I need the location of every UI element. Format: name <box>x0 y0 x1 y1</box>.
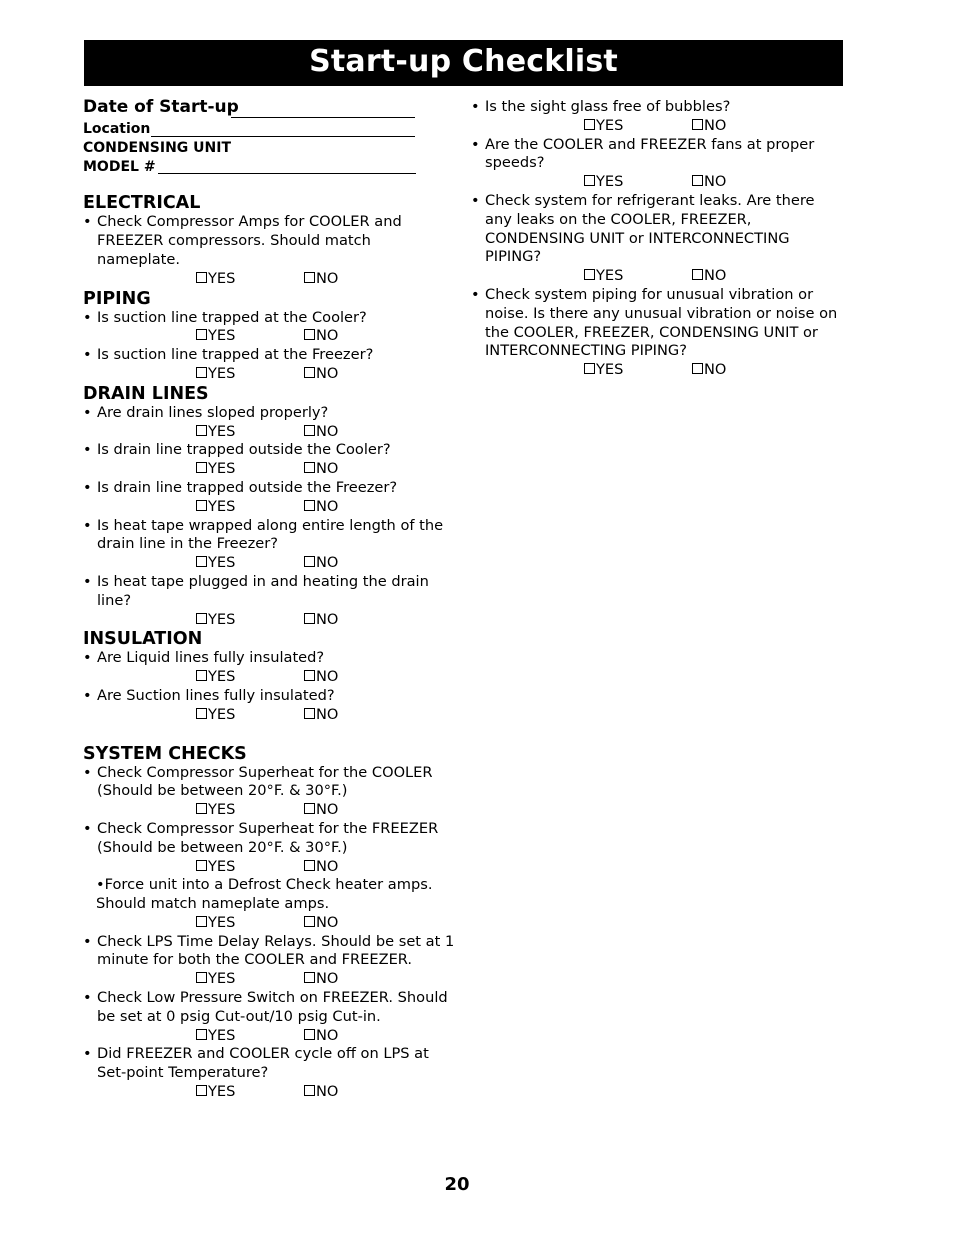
yes-checkbox[interactable]: YES <box>196 327 235 346</box>
right-column <box>471 98 841 380</box>
yes-no-row <box>83 914 455 933</box>
yes-no-row <box>83 858 455 877</box>
checklist-item <box>83 213 455 269</box>
item-text: Is drain line trapped outside the Cooler? <box>97 441 391 459</box>
no-checkbox[interactable]: NO <box>304 914 338 933</box>
yes-checkbox[interactable]: YES <box>196 460 235 479</box>
yes-checkbox[interactable]: YES <box>584 117 623 136</box>
no-checkbox[interactable]: NO <box>304 423 338 442</box>
checklist-item <box>83 441 455 460</box>
bullet: • <box>83 932 92 950</box>
yes-no-row <box>83 554 455 573</box>
yes-checkbox[interactable]: YES <box>196 498 235 517</box>
bullet: • <box>83 213 92 231</box>
yes-no-row <box>83 1027 455 1046</box>
section-heading-piping: PIPING <box>83 288 151 309</box>
no-checkbox[interactable]: NO <box>304 270 338 289</box>
bullet: • <box>83 819 92 837</box>
yes-no-row <box>471 361 841 380</box>
yes-no-row <box>83 970 455 989</box>
checklist-item <box>83 764 455 802</box>
yes-checkbox[interactable]: YES <box>196 970 235 989</box>
yes-no-row <box>83 1083 455 1102</box>
checklist-item <box>83 649 455 668</box>
yes-checkbox[interactable]: YES <box>584 267 623 286</box>
yes-no-row <box>471 117 841 136</box>
no-checkbox[interactable]: NO <box>692 117 726 136</box>
yes-checkbox[interactable]: YES <box>196 270 235 289</box>
no-checkbox[interactable]: NO <box>304 970 338 989</box>
item-text: Check Compressor Superheat for the FREEZER (Should be between 20°F. & 30°F.) <box>97 819 439 856</box>
yes-no-row <box>83 498 455 517</box>
checklist-item <box>83 933 455 971</box>
item-text: Check system piping for unusual vibration or noise. Is there any unusual vibration or noise on the COOLER, FREEZER, CONDENSING UNIT or INTERCONNECTING PIPING? <box>485 285 838 360</box>
bullet: • <box>83 516 92 534</box>
checklist-item <box>83 479 455 498</box>
model-line[interactable] <box>158 173 416 174</box>
bullet: • <box>83 478 92 496</box>
yes-no-row <box>83 668 455 687</box>
item-text: Is suction line trapped at the Cooler? <box>97 308 367 326</box>
bullet: • <box>83 441 92 459</box>
bullet: • <box>83 403 92 421</box>
no-checkbox[interactable]: NO <box>304 706 338 725</box>
location-field[interactable] <box>83 120 455 139</box>
checklist-item <box>471 136 841 174</box>
checklist-item <box>471 286 841 361</box>
checklist-item <box>471 192 841 267</box>
section-heading-drain-lines: DRAIN LINES <box>83 383 209 404</box>
bullet: • <box>83 989 92 1007</box>
section-heading-electrical: ELECTRICAL <box>83 193 201 214</box>
item-text: Check Compressor Amps for COOLER and FREEZER compressors. Should match nameplate. <box>97 213 402 268</box>
yes-no-row <box>471 267 841 286</box>
checklist-item <box>83 346 455 365</box>
bullet: • <box>83 308 92 326</box>
yes-checkbox[interactable]: YES <box>196 611 235 630</box>
yes-no-row <box>83 423 455 442</box>
yes-checkbox[interactable]: YES <box>584 361 623 380</box>
yes-checkbox[interactable]: YES <box>196 668 235 687</box>
model-label: MODEL # <box>83 158 156 175</box>
section-heading-insulation: INSULATION <box>83 629 203 650</box>
yes-checkbox[interactable]: YES <box>196 1083 235 1102</box>
bullet: • <box>471 191 480 209</box>
item-text: Are drain lines sloped properly? <box>97 403 329 421</box>
item-text: Check Compressor Superheat for the COOLER (Should be between 20°F. & 30°F.) <box>97 763 433 800</box>
no-checkbox[interactable]: NO <box>304 801 338 820</box>
yes-checkbox[interactable]: YES <box>196 706 235 725</box>
location-label: Location <box>83 121 151 137</box>
bullet: • <box>83 346 92 364</box>
bullet: • <box>83 763 92 781</box>
item-text: Did FREEZER and COOLER cycle off on LPS at Set-point Temperature? <box>97 1045 429 1082</box>
no-checkbox[interactable]: NO <box>692 267 726 286</box>
yes-checkbox[interactable]: YES <box>196 1027 235 1046</box>
section-heading-system-checks: SYSTEM CHECKS <box>83 743 247 764</box>
no-checkbox[interactable]: NO <box>304 365 338 384</box>
bullet: • <box>471 135 480 153</box>
yes-no-row <box>83 801 455 820</box>
item-text: Is heat tape plugged in and heating the drain line? <box>97 572 429 609</box>
no-checkbox[interactable]: NO <box>304 327 338 346</box>
date-line[interactable] <box>231 117 415 118</box>
yes-no-row <box>83 611 455 630</box>
yes-checkbox[interactable]: YES <box>196 423 235 442</box>
no-checkbox[interactable]: NO <box>304 611 338 630</box>
yes-checkbox[interactable]: YES <box>196 365 235 384</box>
item-text: Is drain line trapped outside the Freezer? <box>97 478 398 496</box>
item-text: Check LPS Time Delay Relays. Should be set at 1 minute for both the COOLER and FREEZER. <box>97 932 455 969</box>
yes-no-row <box>83 365 455 384</box>
item-text: Is heat tape wrapped along entire length of the drain line in the Freezer? <box>97 516 444 553</box>
no-checkbox[interactable]: NO <box>304 858 338 877</box>
item-text: Check system for refrigerant leaks. Are there any leaks on the COOLER, FREEZER, CONDENSING UNIT or INTERCONNECTING PIPING? <box>485 191 815 266</box>
no-checkbox[interactable]: NO <box>692 173 726 192</box>
no-checkbox[interactable]: NO <box>304 554 338 573</box>
condensing-unit-field <box>83 139 455 158</box>
bullet: • <box>83 649 92 667</box>
yes-no-row <box>83 270 455 289</box>
item-text: Are Suction lines fully insulated? <box>97 686 335 704</box>
location-line[interactable] <box>151 136 415 137</box>
checklist-item <box>83 989 455 1027</box>
checklist-item <box>83 404 455 423</box>
page-number: 20 <box>444 1174 470 1195</box>
no-checkbox[interactable]: NO <box>304 1027 338 1046</box>
date-label: Date of Start-up <box>83 97 239 117</box>
bullet: • <box>471 98 480 115</box>
item-text: Check Low Pressure Switch on FREEZER. Should be set at 0 psig Cut-out/10 psig Cut-in. <box>97 989 448 1025</box>
checklist-item <box>83 820 455 858</box>
no-checkbox[interactable]: NO <box>304 460 338 479</box>
checklist-item <box>83 1045 455 1083</box>
yes-no-row <box>83 706 455 725</box>
bullet: • <box>83 686 92 704</box>
yes-checkbox[interactable]: YES <box>196 914 235 933</box>
bullet: • <box>83 572 92 590</box>
condensing-unit-label: CONDENSING UNIT <box>83 139 232 156</box>
checklist-item <box>83 687 455 706</box>
item-text: Are the COOLER and FREEZER fans at proper speeds? <box>485 135 815 172</box>
yes-no-row <box>83 327 455 346</box>
yes-checkbox[interactable]: YES <box>584 173 623 192</box>
checklist-item <box>83 517 455 555</box>
page-title: Start-up Checklist <box>84 40 843 86</box>
no-checkbox[interactable]: NO <box>304 668 338 687</box>
item-text: Is suction line trapped at the Freezer? <box>97 346 374 364</box>
date-field[interactable] <box>83 98 455 120</box>
yes-no-row <box>83 460 455 479</box>
yes-no-row <box>471 173 841 192</box>
item-text: •Force unit into a Defrost Check heater amps. Should match nameplate amps. <box>96 876 433 913</box>
checklist-item <box>83 876 455 914</box>
bullet: • <box>83 1045 92 1063</box>
item-text: Are Liquid lines fully insulated? <box>97 649 325 667</box>
yes-checkbox[interactable]: YES <box>196 801 235 820</box>
no-checkbox[interactable]: NO <box>692 361 726 380</box>
item-text: Is the sight glass free of bubbles? <box>485 98 731 115</box>
checklist-item <box>83 309 455 328</box>
no-checkbox[interactable]: NO <box>304 498 338 517</box>
yes-checkbox[interactable]: YES <box>196 858 235 877</box>
checklist-item <box>471 98 841 117</box>
yes-checkbox[interactable]: YES <box>196 554 235 573</box>
left-column <box>83 98 455 1102</box>
model-field[interactable] <box>83 158 455 177</box>
no-checkbox[interactable]: NO <box>304 1083 338 1102</box>
checklist-item <box>83 573 455 611</box>
bullet: • <box>471 285 480 303</box>
